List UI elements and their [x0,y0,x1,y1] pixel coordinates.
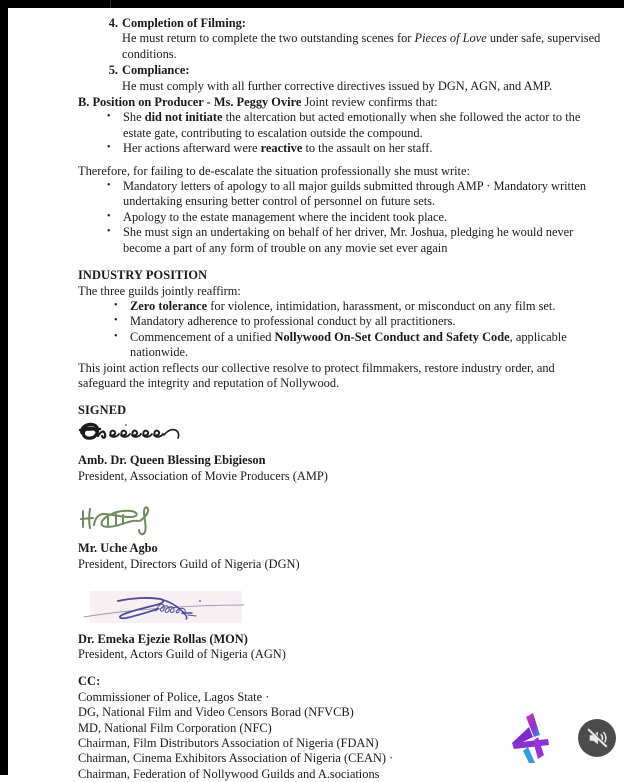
list-item [78,330,602,361]
list-marker: 5. [108,63,118,78]
top-bar-divider [110,0,111,8]
top-chrome-bar [0,0,624,8]
closing-paragraph: This joint action reflects our collective resolve to protect filmmakers, restore industry order, and safeguard the integrity and reputation of Nollywood. [78,360,555,390]
bullet-post: , applicable nationwide. [130,329,567,360]
signatory-name: Mr. Uche Agbo [78,541,158,556]
signature-block-amp [78,419,602,484]
bullet-post: for violence, intimidation, harassment, or misconduct on any film set. [207,298,556,313]
sparkle-logo-icon[interactable] [494,701,568,775]
list-item: • Apology to the estate management where the incident took place. [78,210,602,225]
list-item [78,141,602,156]
list-marker: 4. [108,16,118,30]
cc-heading: CC: [78,674,101,689]
bullet-bold: Nollywood On-Set Conduct and Safety Code [274,329,510,344]
bullet-bold: Zero tolerance [130,298,208,313]
signatory-title: President, Directors Guild of Nigeria (DGN) [78,556,300,571]
cc-recipient: MD, National Film Corporation (NFC) [78,720,272,735]
spacer [78,484,602,501]
list-item [78,16,602,62]
section-b-label: B. Position on Producer - Ms. Peggy Ovire [78,95,302,110]
list-item: • Mandatory letters of apology to all major guilds submitted through AMP · Mandatory written undertaking ensuring better control of personnel on future sets. [78,179,602,210]
cc-recipient: Commissioner of Police, Lagos State · [78,689,270,704]
therefore-bullets [78,179,602,256]
spacer [78,157,602,164]
speaker-mute-icon[interactable] [578,719,616,757]
cc-recipient: Chairman, Cinema Exhibitors Association of Nigeria (CEAN) · [78,751,394,766]
directive-body [122,31,602,62]
signatory-title: President, Actors Guild of Nigeria (AGN) [78,647,286,661]
signature-amp [78,419,602,453]
directive-body-pre: He must return to complete the two outstanding scenes for [122,31,415,46]
spacer [78,256,602,268]
numbered-directives-list [78,16,602,94]
bullet-post: to the assault on her staff. [302,141,433,156]
cc-recipient: DG, National Film and Video Censors Borad (NFVCB) [78,705,354,720]
industry-position-heading: INDUSTRY POSITION [78,268,208,283]
list-item [78,110,602,141]
signature-agn [78,589,602,631]
film-title-italic: Pieces of Love [414,31,487,46]
cc-recipient: Chairman, Film Distributors Association of Nigeria (FDAN) [78,736,379,751]
signatory-name: Amb. Dr. Queen Blessing Ebigieson [78,453,266,468]
list-item: • Mandatory adherence to professional conduct by all practitioners. [78,314,602,329]
list-item: • She must sign an undertaking on behalf of her driver, Mr. Joshua, pledging he would never become a part of any form of trouble on any movie set ever again [78,225,602,256]
bullet-post: the altercation but acted emotionally when she followed the actor to the estate gate, contributing to escalation outside the compound. [123,110,581,140]
signatory-name: Dr. Emeka Ejezie Rollas (MON) [78,631,248,646]
bullet-pre: Commencement of a unified [130,329,275,344]
bullet-pre: She [123,110,145,125]
industry-position-lead: The three guilds jointly reaffirm: [78,283,241,298]
directive-body: He must comply with all further corrective directives issued by DGN, AGN, and AMP. [122,78,553,93]
left-edge-rail [0,8,8,775]
therefore-intro: Therefore, for failing to de-escalate the situation professionally she must write: [78,163,470,178]
spacer [78,572,602,589]
list-item [78,63,602,94]
document-page [8,8,624,781]
section-b-heading [78,95,602,110]
bullet-bold: reactive [260,141,303,156]
spacer [78,662,602,674]
cc-recipient: Chairman, Federation of Nollywood Guilds and A.sociations [78,766,380,781]
signed-heading: SIGNED [78,403,127,418]
section-b-lead: Joint review confirms that: [301,95,438,110]
signatory-title: President, Association of Movie Producers (AMP) [78,468,328,483]
directive-body-post: under safe, supervised conditions. [122,31,601,61]
directive-heading: Completion of Filming: [122,16,246,30]
bullet-pre: Her actions afterward were [123,141,261,156]
directive-heading: Compliance: [122,63,190,78]
industry-position-bullets [78,299,602,361]
signature-block-agn [78,589,602,662]
section-b-bullets [78,110,602,156]
signature-dgn [78,501,602,541]
signature-block-dgn [78,501,602,572]
bullet-bold: did not initiate [144,110,223,125]
list-item [78,299,602,314]
spacer [78,391,602,403]
